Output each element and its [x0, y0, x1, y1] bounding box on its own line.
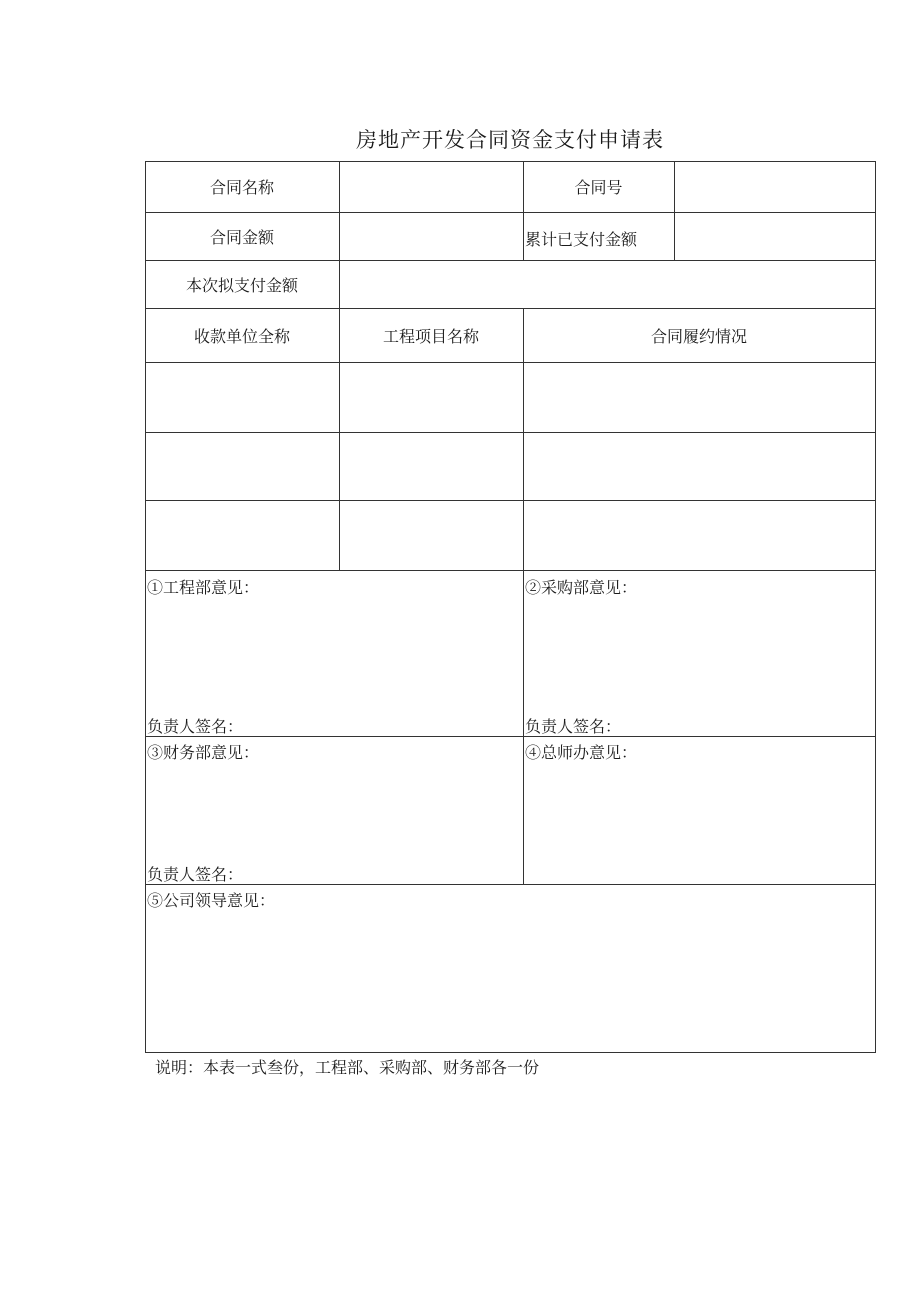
engineering-opinion-label: ①工程部意见： [147, 578, 260, 597]
project-name-header: 工程项目名称 [382, 326, 479, 346]
purchasing-signature-label: 负责人签名： [525, 717, 622, 736]
performance-cell[interactable] [524, 501, 875, 570]
row-divider [145, 736, 876, 737]
payee-cell[interactable] [146, 433, 339, 500]
performance-cell[interactable] [524, 433, 875, 500]
project-name-cell[interactable] [340, 363, 523, 432]
finance-signature-label: 负责人签名： [147, 865, 244, 884]
leadership-opinion-label: ⑤公司领导意见： [147, 891, 276, 910]
border-bottom [145, 1052, 876, 1053]
contract-name-label: 合同名称 [209, 178, 274, 197]
contract-no-label: 合同号 [574, 178, 623, 197]
row-divider [145, 570, 876, 571]
contract-amount-label: 合同金额 [209, 227, 274, 247]
purchasing-opinion-label: ②采购部意见： [525, 578, 638, 597]
payee-header: 收款单位全称 [193, 326, 290, 346]
contract-amount-field[interactable] [340, 213, 523, 260]
finance-opinion-label: ③财务部意见： [147, 743, 260, 762]
project-name-cell[interactable] [340, 433, 523, 500]
contract-no-field[interactable] [675, 162, 875, 212]
form-title: 房地产开发合同资金支付申请表 [356, 128, 664, 152]
form-note: 说明：本表一式叁份，工程部、采购部、财务部各一份 [155, 1058, 540, 1077]
engineering-signature-label: 负责人签名： [147, 717, 244, 736]
paid-total-field[interactable] [675, 213, 875, 260]
border-right [875, 161, 876, 1053]
this-payment-field[interactable] [340, 261, 875, 308]
this-payment-label: 本次拟支付金额 [185, 275, 298, 295]
row-divider [145, 884, 876, 885]
general-office-opinion-label: ④总师办意见： [525, 743, 638, 762]
col-divider [523, 570, 524, 885]
payee-cell[interactable] [146, 363, 339, 432]
contract-name-field[interactable] [340, 162, 523, 212]
performance-header: 合同履约情况 [650, 326, 747, 346]
performance-cell[interactable] [524, 363, 875, 432]
paid-total-label: 累计已支付金额 [525, 230, 638, 249]
project-name-cell[interactable] [340, 501, 523, 570]
payee-cell[interactable] [146, 501, 339, 570]
